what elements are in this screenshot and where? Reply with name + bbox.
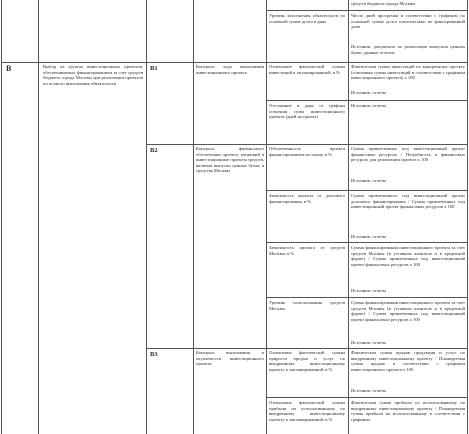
subsection-name: Контроль выполнения и окупаемости инвестиционного проекта bbox=[196, 350, 264, 367]
subsection-name: Контроль финансового обеспечения проекта, вложений в инвестиционные проекты средств, включая выпуски ценных бумаг, в средства Москвы bbox=[196, 146, 264, 174]
method-text: Фактическая сумма прибыли по использованному по внедренному инвестиционному проекту / Планируемая сумма прибыли по использованному в соответствии с графиком bbox=[351, 400, 465, 422]
column-divider bbox=[266, 0, 267, 434]
row-divider bbox=[266, 242, 468, 243]
cell-source: Источник: отчеты bbox=[351, 90, 387, 95]
cell-source: Источник: отчеты bbox=[351, 288, 387, 293]
indicator-text: Уровень использования средств Москвы bbox=[269, 300, 345, 311]
row-divider bbox=[146, 348, 468, 349]
subsection-code: В1 bbox=[150, 65, 158, 72]
column-divider bbox=[193, 0, 194, 434]
indicator-text: Обеспеченность проекта финансированием по плану, в % bbox=[269, 146, 345, 157]
method-text: Сумма привлеченных под инвестиционный проект финансовых ресурсов / Потребность в финансовых ресурсах для реализации проекта х 100 bbox=[351, 146, 465, 163]
method-text: Сумма финансирования инвестиционного проекта за счет средств Москвы (в уставном капитале и в кредитной форме) / Сумма привлеченных под инвестиционный проект финансовых ресурсов х 100 bbox=[351, 245, 465, 267]
subsection-code: В3 bbox=[150, 351, 158, 358]
cell-text: Уровень исполнения обязательств по основной сумме долга в днях bbox=[269, 13, 345, 24]
cell-source: Источник: документы по реализации выпусков ценных бумаг, данные отчетов bbox=[351, 44, 465, 55]
section-goal: Выбор из группы инвестиционных проектов, обеспечиваемых финансированием за счет средств бюджета города Москвы при реализации проектов по полного выполнения обязательств bbox=[43, 64, 143, 86]
indicator-text: Отношение фактической суммы инвестиций к запланированной, в % bbox=[269, 64, 345, 75]
subsection-code: В2 bbox=[150, 147, 158, 154]
column-divider bbox=[146, 0, 147, 434]
method-text: Сумма привлеченного под инвестиционный проект долгового финансирования / Сумма привлеченных под инвестиционный проект финансовых ресурсов х 100 bbox=[351, 193, 465, 210]
row-divider bbox=[266, 190, 468, 191]
row-divider bbox=[266, 297, 468, 298]
indicator-text: Зависимость проекта от долгового финансирования, в % bbox=[269, 193, 345, 204]
row-divider bbox=[266, 397, 468, 398]
method-text: Фактическая сумма инвестиций по конкретному проекту (освоенная сумма инвестиций в соответствии с графиком инвестиционного проекта) х 100 bbox=[351, 64, 465, 81]
row-divider bbox=[266, 10, 468, 11]
cell-source: Источник: отчеты bbox=[351, 388, 387, 393]
indicator-text: Отставание в днях от графика освоения сумм инвестиционного проекта (дней на проект) bbox=[269, 103, 345, 120]
column-divider bbox=[38, 0, 39, 434]
row-divider bbox=[266, 100, 468, 101]
cell-text: Число дней просрочки в соответствии с графиком по основной сумме долга относительно не фиксированной даты bbox=[351, 13, 465, 30]
row-divider bbox=[146, 144, 468, 145]
indicator-text: Зависимость проекта от средств Москвы, в % bbox=[269, 245, 345, 256]
section-code: В bbox=[6, 64, 12, 73]
table-border-left bbox=[1, 0, 2, 434]
cell-text: средств бюджета города Москвы bbox=[351, 1, 416, 6]
indicator-text: Отношение фактической суммы прибыли по использованному по внедренному инвестиционному проекту к запланированной, в % bbox=[269, 400, 345, 422]
method-text: Сумма финансирования инвестиционного проекта за счет средств Москвы (в уставном капитале и в кредитной форме) / Сумма привлеченных под инвестиционный проект финансовых ресурсов х 100 bbox=[351, 300, 465, 322]
indicator-text: Отношение фактической суммы прироста продаж и услуг по внедренному инвестиционному проекту к запланированной, в % bbox=[269, 350, 345, 372]
subsection-name: Контроль хода выполнения инвестиционного проекта bbox=[196, 64, 264, 75]
cell-source: Источник: отчеты bbox=[351, 178, 387, 183]
cell-source: Источник: отчеты bbox=[351, 340, 387, 345]
cell-source: Источник: отчеты bbox=[351, 103, 387, 108]
cell-source: Источник: отчеты bbox=[351, 234, 387, 239]
row-divider bbox=[1, 62, 468, 63]
method-text: Фактическая сумма продаж продукции и услуг по внедренному инвестиционному проекту / Планируемая сумма продаж в соответствии с графиком инвестиционного проекта х 100 bbox=[351, 350, 465, 372]
column-divider bbox=[348, 0, 349, 434]
table-border-right bbox=[467, 0, 468, 434]
